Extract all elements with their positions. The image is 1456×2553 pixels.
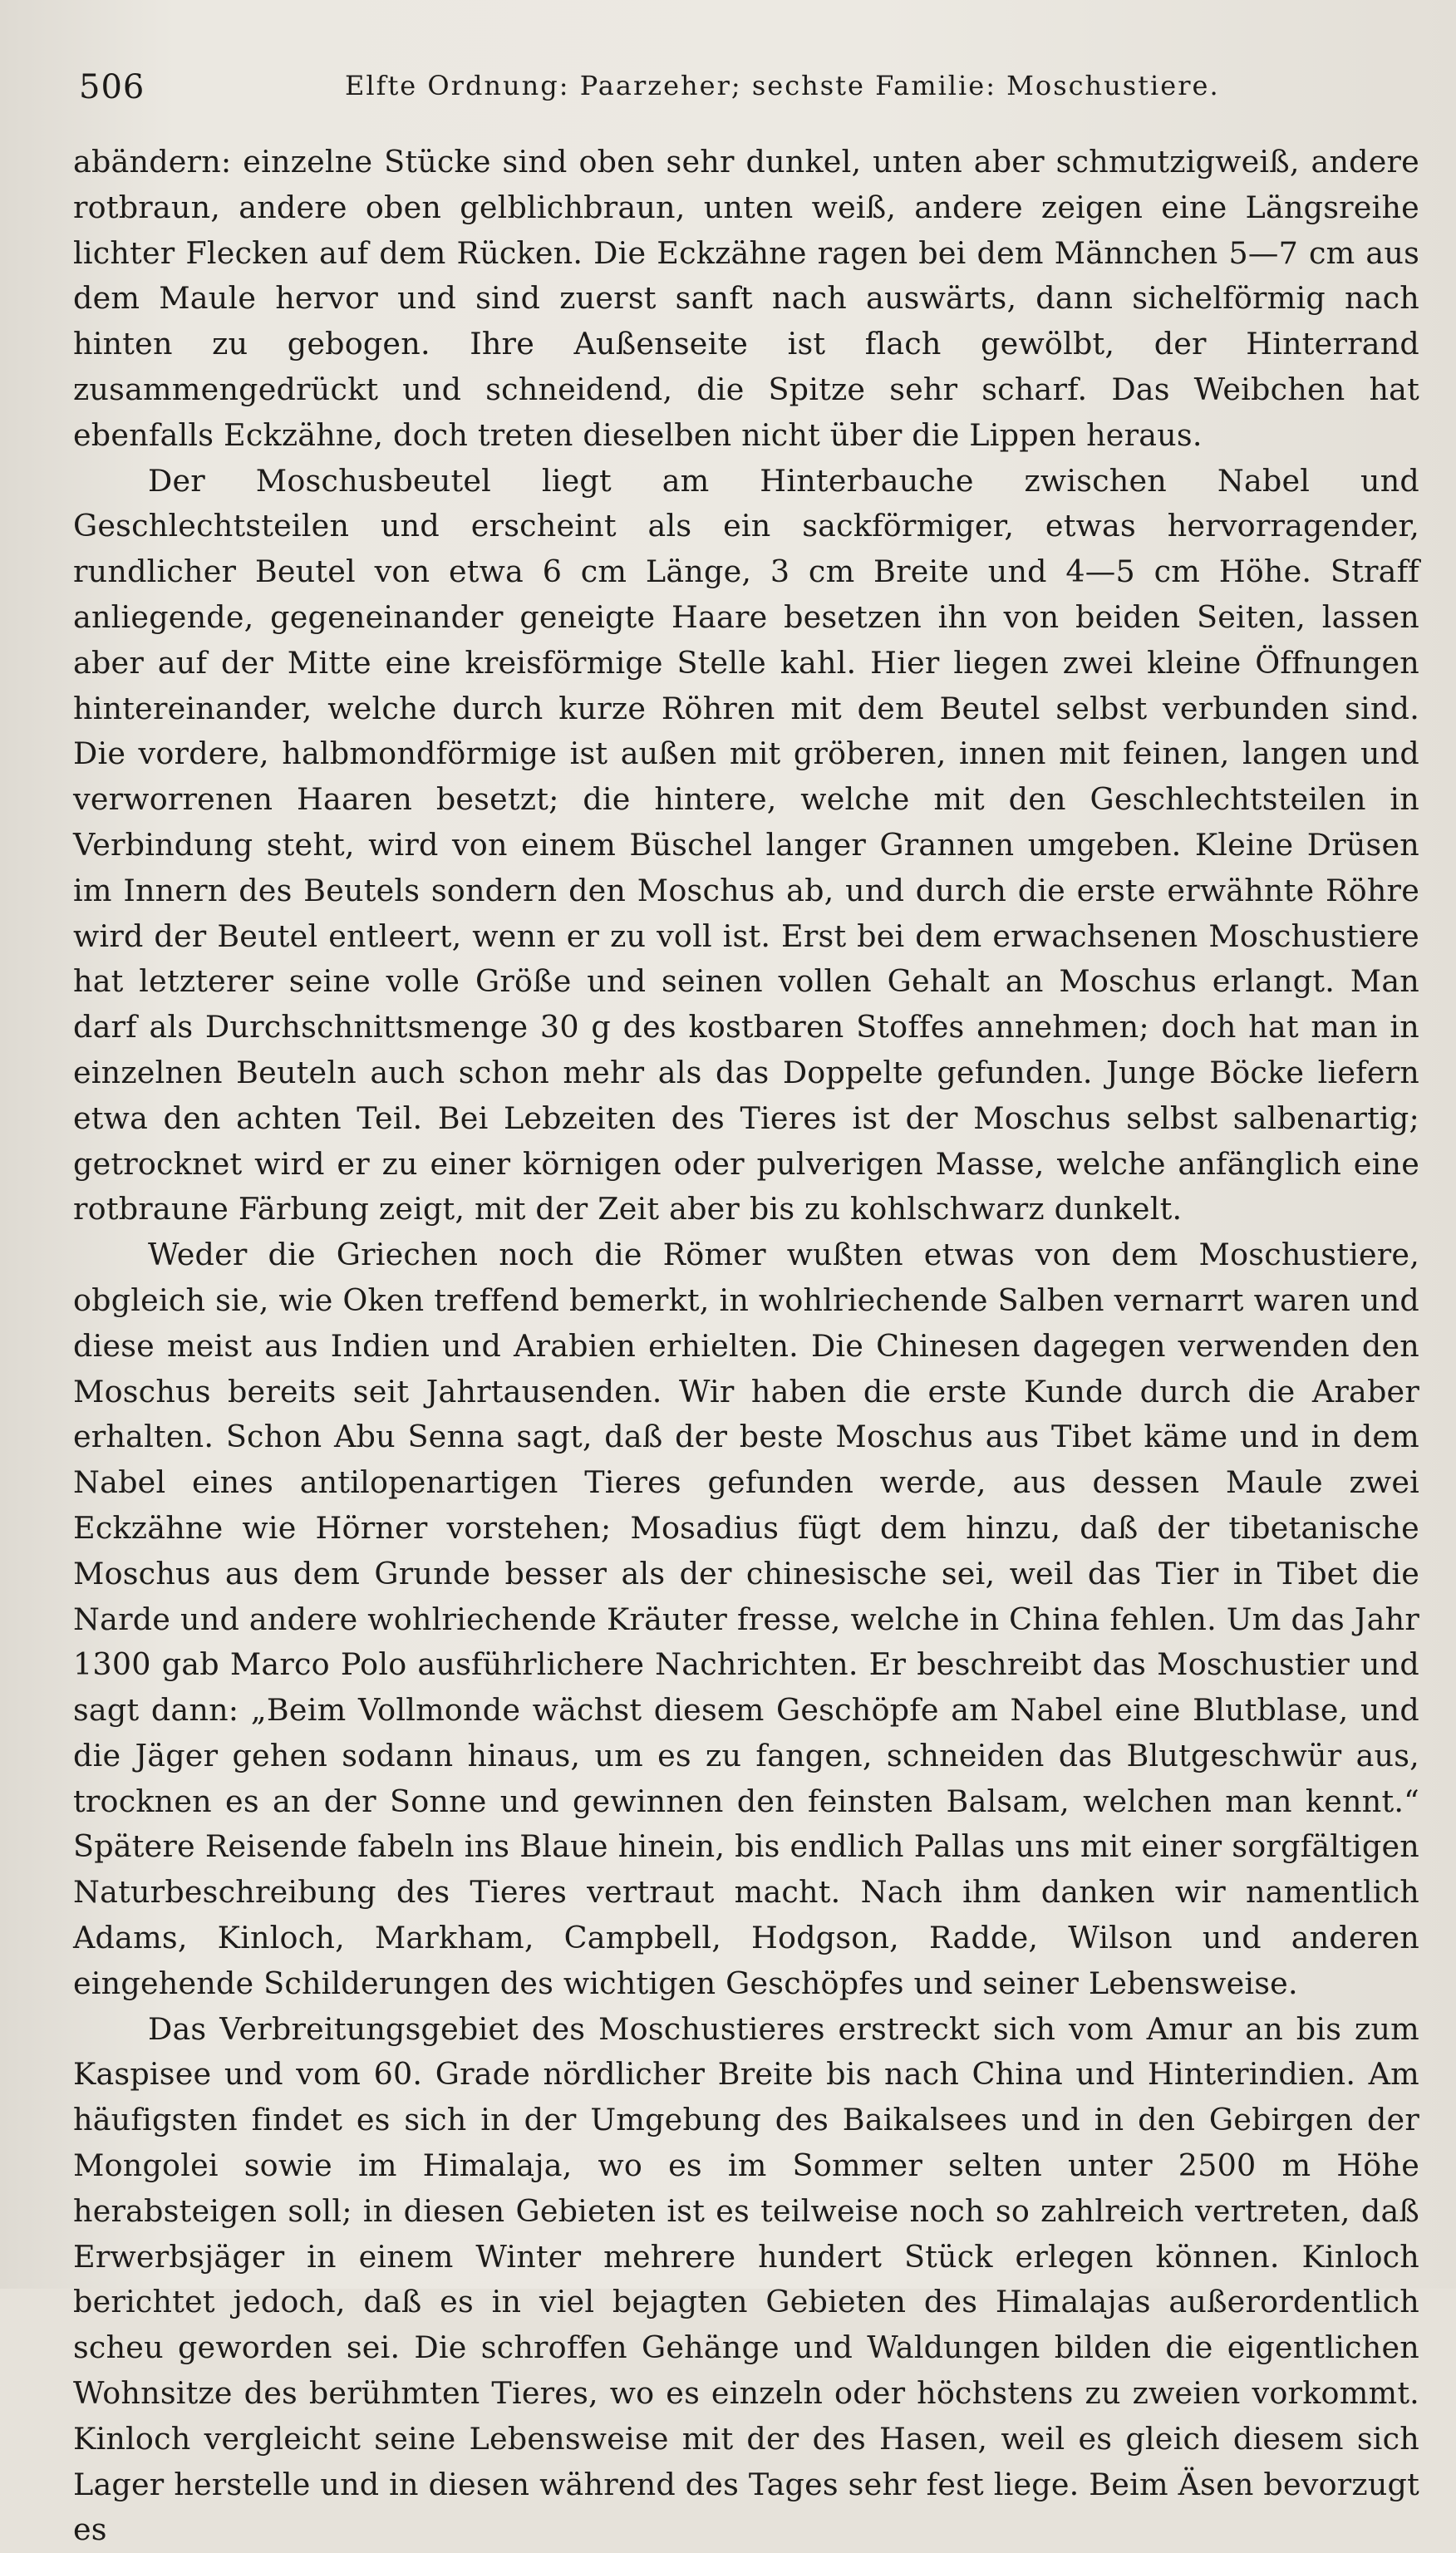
body-text	[73, 140, 1419, 2553]
paragraph-2: Der Moschusbeutel liegt am Hinterbauche zwischen Nabel und Geschlechtsteilen und erscheint als ein sackförmiger, etwas hervorragender, rundlicher Beutel von etwa 6 cm Länge, 3 cm Breite und 4—5 cm Höhe. Straff anliegende, gegeneinander geneigte Haare besetzen ihn von beiden Seiten, lassen aber auf der Mitte eine kreisförmige Stelle kahl. Hier liegen zwei kleine Öffnungen hintereinander, welche durch kurze Röhren mit dem Beutel selbst verbunden sind. Die vordere, halbmondförmige ist außen mit gröberen, innen mit feinen, langen und verworrenen Haaren besetzt; die hintere, welche mit den Geschlechtsteilen in Verbindung steht, wird von einem Büschel langer Grannen umgeben. Kleine Drüsen im Innern des Beutels sondern den Moschus ab, und durch die erste erwähnte Röhre wird der Beutel entleert, wenn er zu voll ist. Erst bei dem erwachsenen Moschustiere hat letzterer seine volle Größe und seinen vollen Gehalt an Moschus erlangt. Man darf als Durchschnittsmenge 30 g des kostbaren Stoffes annehmen; doch hat man in einzelnen Beuteln auch schon mehr als das Doppelte gefunden. Junge Böcke liefern etwa den achten Teil. Bei Lebzeiten des Tieres ist der Moschus selbst salbenartig; getrocknet wird er zu einer körnigen oder pulverigen Masse, welche anfänglich eine rotbraune Färbung zeigt, mit der Zeit aber bis zu kohlschwarz dunkelt.	[73, 462, 1419, 1227]
page-header	[79, 68, 1409, 118]
page-number: 506	[79, 68, 145, 106]
paragraph-4: Das Verbreitungsgebiet des Moschustieres erstreckt sich vom Amur an bis zum Kaspisee und vom 60. Grade nördlicher Breite bis nach China und Hinterindien. Am häufigsten findet es sich in der Umgebung des Baikalsees und in den Gebirgen der Mongolei sowie im Himalaja, wo es im Sommer selten unter 2500 m Höhe herabsteigen soll; in diesen Gebieten ist es teilweise noch so zahlreich vertreten, daß Erwerbsjäger in einem Winter mehrere hundert Stück erlegen können. Kinloch berichtet jedoch, daß es in viel bejagten Gebieten des Himalajas außerordentlich scheu geworden sei. Die schroffen Gehänge und Waldungen bilden die eigentlichen Wohnsitze des berühmten Tieres, wo es einzeln oder höchstens zu zweien vorkommt. Kinloch vergleicht seine Lebensweise mit der des Hasen, weil es gleich diesem sich Lager herstelle und in diesen während des Tages sehr fest liege. Beim Äsen bevorzugt es	[73, 2010, 1419, 2548]
running-head: Elfte Ordnung: Paarzeher; sechste Familie: Moschustiere.	[345, 70, 1220, 101]
paragraph-3: Weder die Griechen noch die Römer wußten etwas von dem Moschustiere, obgleich sie, wie Oken treffend bemerkt, in wohlriechende Salben vernarrt waren und diese meist aus Indien und Arabien erhielten. Die Chinesen dagegen verwenden den Moschus bereits seit Jahrtausenden. Wir haben die erste Kunde durch die Araber erhalten. Schon Abu Senna sagt, daß der beste Moschus aus Tibet käme und in dem Nabel eines antilopenartigen Tieres gefunden werde, aus dessen Maule zwei Eckzähne wie Hörner vorstehen; Mosadius fügt dem hinzu, daß der tibetanische Moschus aus dem Grunde besser als der chinesische sei, weil das Tier in Tibet die Narde und andere wohlriechende Kräuter fresse, welche in China fehlen. Um das Jahr 1300 gab Marco Polo ausführlichere Nachrichten. Er beschreibt das Moschustier und sagt dann: „Beim Vollmonde wächst diesem Geschöpfe am Nabel eine Blutblase, und die Jäger gehen sodann hinaus, um es zu fangen, schneiden das Blutgeschwür aus, trocknen es an der Sonne und gewinnen den feinsten Balsam, welchen man kennt.“ Spätere Reisende fabeln ins Blaue hinein, bis endlich Pallas uns mit einer sorgfältigen Naturbeschreibung des Tieres vertraut macht. Nach ihm danken wir namentlich Adams, Kinloch, Markham, Campbell, Hodgson, Radde, Wilson und anderen eingehende Schilderungen des wichtigen Geschöpfes und seiner Lebensweise.	[73, 1237, 1419, 2001]
paragraph-1: abändern: einzelne Stücke sind oben sehr dunkel, unten aber schmutzigweiß, andere rotbraun, andere oben gelblichbraun, unten weiß, andere zeigen eine Längsreihe lichter Flecken auf dem Rücken. Die Eckzähne ragen bei dem Männchen 5—7 cm aus dem Maule hervor und sind zuerst sanft nach auswärts, dann sichelförmig nach hinten zu gebogen. Ihre Außenseite ist flach gewölbt, der Hinterrand zusammengedrückt und schneidend, die Spitze sehr scharf. Das Weibchen hat ebenfalls Eckzähne, doch treten dieselben nicht über die Lippen heraus.	[73, 144, 1419, 453]
